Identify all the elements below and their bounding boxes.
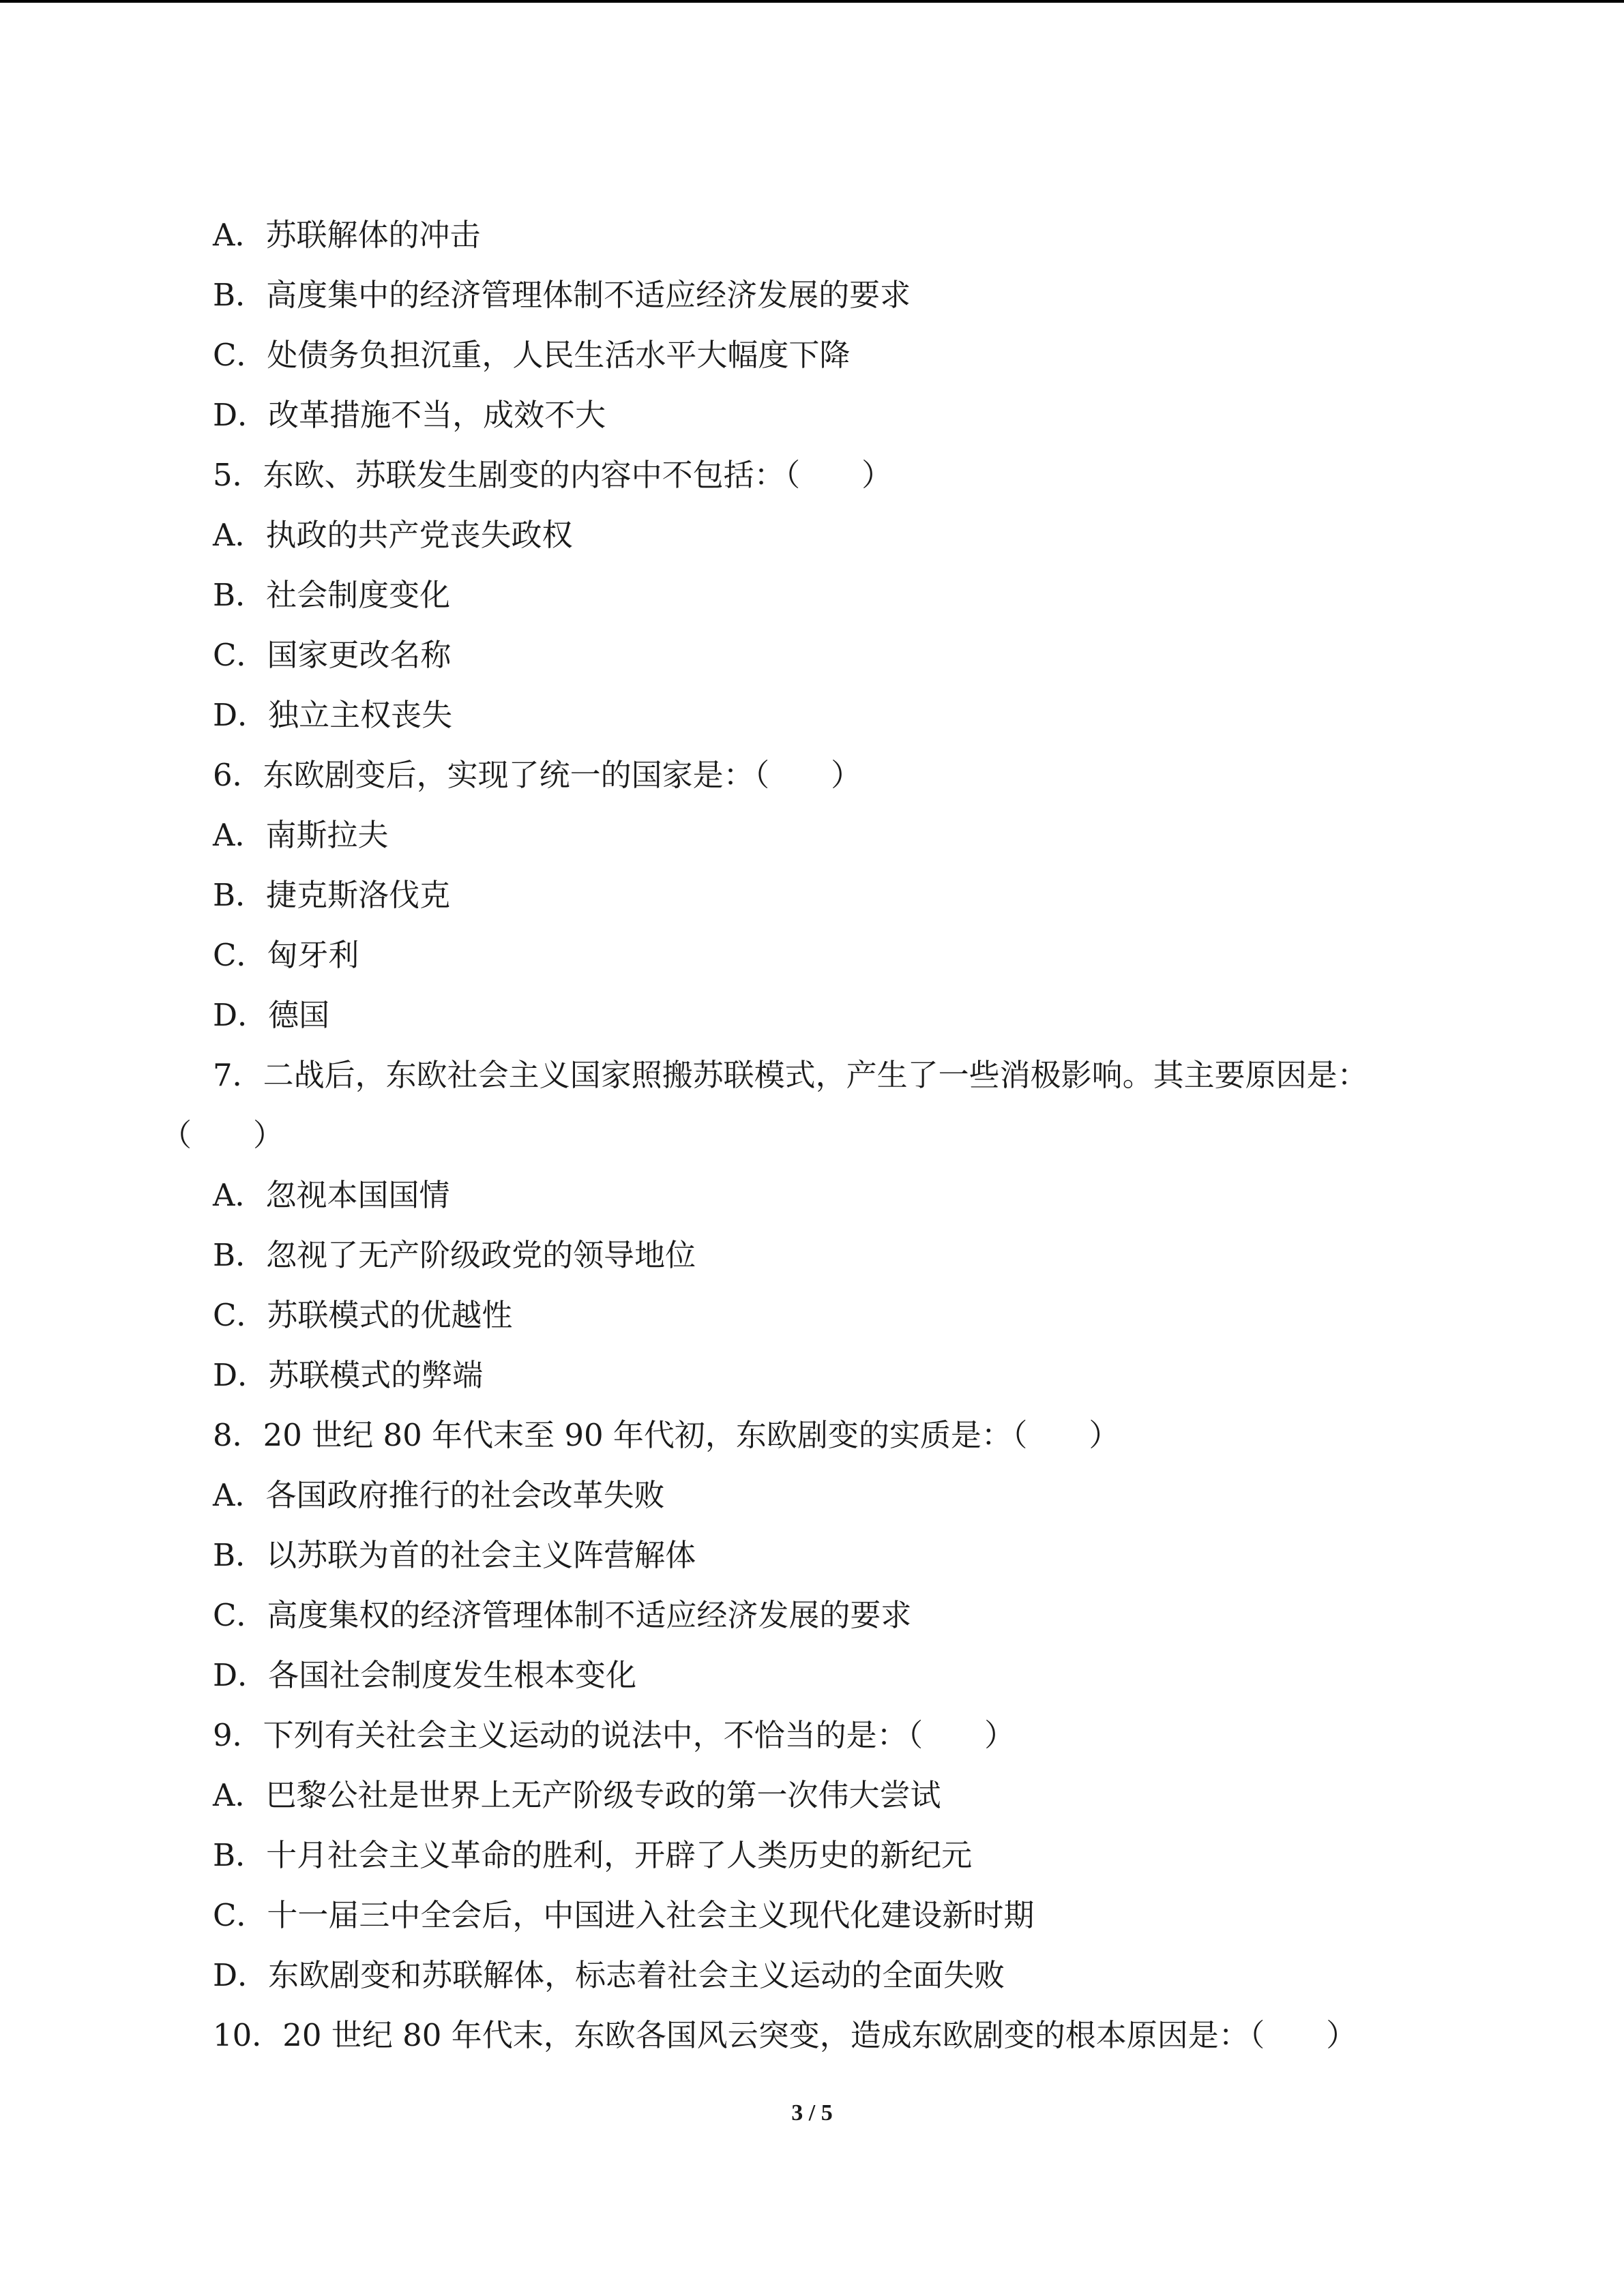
- option-6d: D．德国: [213, 997, 330, 1033]
- option-4b: B．高度集中的经济管理体制不适应经济发展的要求: [213, 277, 911, 313]
- top-border-line: [0, 0, 1624, 3]
- question-6: 6．东欧剧变后，实现了统一的国家是：（ ）: [213, 757, 862, 793]
- option-8b: B．以苏联为首的社会主义阵营解体: [213, 1537, 696, 1573]
- question-5: 5．东欧、苏联发生剧变的内容中不包括：（ ）: [213, 457, 893, 493]
- option-5d: D．独立主权丧失: [213, 697, 453, 733]
- option-9c: C．十一届三中全会后，中国进入社会主义现代化建设新时期: [213, 1897, 1035, 1933]
- page-number: 3 / 5: [791, 2100, 833, 2126]
- option-9b: B．十月社会主义革命的胜利，开辟了人类历史的新纪元: [213, 1837, 973, 1873]
- option-4a: A．苏联解体的冲击: [213, 217, 481, 253]
- question-7: 7．二战后，东欧社会主义国家照搬苏联模式，产生了一些消极影响。其主要原因是：: [213, 1057, 1368, 1093]
- question-10: 10．20 世纪 80 年代末，东欧各国风云突变，造成东欧剧变的根本原因是：（ ）: [213, 2017, 1357, 2053]
- option-8d: D．各国社会制度发生根本变化: [213, 1657, 637, 1693]
- question-7-continuation: （ ）: [161, 1117, 284, 1153]
- option-6c: C．匈牙利: [213, 937, 359, 973]
- option-4d: D．改革措施不当，成效不大: [213, 397, 606, 433]
- option-5c: C．国家更改名称: [213, 637, 452, 673]
- option-8c: C．高度集权的经济管理体制不适应经济发展的要求: [213, 1597, 912, 1633]
- option-5b: B．社会制度变化: [213, 577, 451, 613]
- option-4c: C．处债务负担沉重，人民生活水平大幅度下降: [213, 337, 851, 373]
- option-9a: A．巴黎公社是世界上无产阶级专政的第一次伟大尝试: [213, 1777, 941, 1813]
- option-6b: B．捷克斯洛伐克: [213, 877, 451, 913]
- option-9d: D．东欧剧变和苏联解体，标志着社会主义运动的全面失败: [213, 1957, 1005, 1993]
- option-8a: A．各国政府推行的社会改革失败: [213, 1477, 665, 1513]
- option-5a: A．执政的共产党丧失政权: [213, 517, 573, 553]
- option-7b: B．忽视了无产阶级政党的领导地位: [213, 1237, 696, 1273]
- option-6a: A．南斯拉夫: [213, 817, 389, 853]
- option-7c: C．苏联模式的优越性: [213, 1297, 513, 1333]
- option-7a: A．忽视本国国情: [213, 1177, 450, 1213]
- option-7d: D．苏联模式的弊端: [213, 1357, 484, 1393]
- question-8: 8．20 世纪 80 年代末至 90 年代初，东欧剧变的实质是：（ ）: [213, 1417, 1120, 1453]
- question-9: 9．下列有关社会主义运动的说法中，不恰当的是：（ ）: [213, 1717, 1016, 1753]
